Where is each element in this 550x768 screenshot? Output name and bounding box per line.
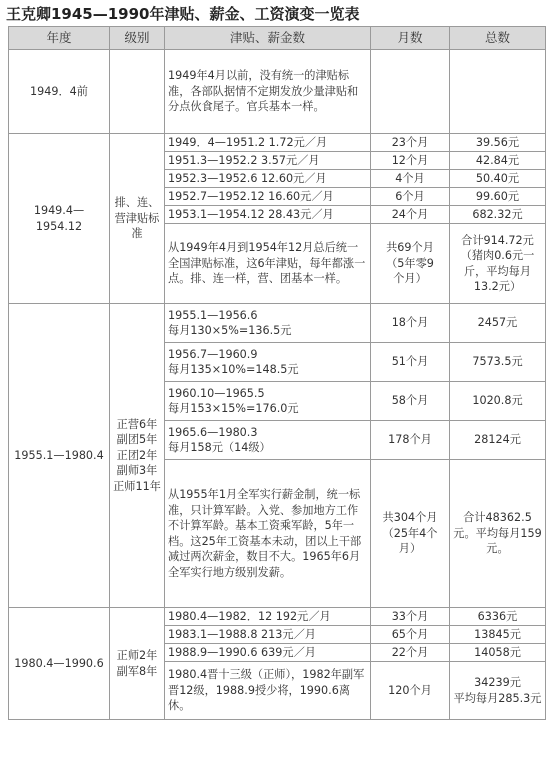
total-cell: 28124元 [450, 421, 546, 460]
total-cell [450, 662, 546, 720]
level-cell: 正营6年副团5年正团2年副师3年正师11年 [110, 304, 165, 608]
detail-cell: 1952.7—1952.12 16.60元／月 [165, 188, 371, 206]
total-cell: 7573.5元 [450, 343, 546, 382]
period-text: 1960.10—1965.5 [168, 386, 265, 400]
months-cell: 共69个月（5年零9个月） [371, 224, 450, 304]
months-cell: 24个月 [371, 206, 450, 224]
detail-cell [165, 421, 371, 460]
total-cell: 14058元 [450, 644, 546, 662]
months-cell: 4个月 [371, 170, 450, 188]
average-text: 平均每月285.3元 [453, 691, 542, 705]
period-text: 1955.1—1956.6 [168, 308, 258, 322]
header-amount: 津贴、薪金数 [165, 27, 371, 50]
months-cell: 178个月 [371, 421, 450, 460]
period-text: 1956.7—1960.9 [168, 347, 258, 361]
months-cell: 120个月 [371, 662, 450, 720]
amount-text: 每月135×10%=148.5元 [168, 363, 299, 376]
year-cell: 1980.4—1990.6 [9, 608, 110, 720]
detail-cell: 1949．4—1951.2 1.72元／月 [165, 134, 371, 152]
detail-cell [165, 343, 371, 382]
year-cell: 1955.1—1980.4 [9, 304, 110, 608]
amount-text: 每月153×15%=176.0元 [168, 402, 299, 415]
total-cell: 50.40元 [450, 170, 546, 188]
detail-cell [165, 304, 371, 343]
header-level: 级别 [110, 27, 165, 50]
header-year: 年度 [9, 27, 110, 50]
total-cell: 13845元 [450, 626, 546, 644]
months-cell: 12个月 [371, 152, 450, 170]
summary-cell: 1980.4晋十三级（正师），1982年副军晋12级，1988.9授少将，1990.6离休。 [165, 662, 371, 720]
total-cell: 合计48362.5元。平均每月159元。 [450, 460, 546, 608]
detail-cell: 1953.1—1954.12 28.43元／月 [165, 206, 371, 224]
months-cell [371, 50, 450, 134]
detail-cell: 1951.3—1952.2 3.57元／月 [165, 152, 371, 170]
total-cell: 42.84元 [450, 152, 546, 170]
detail-cell: 1988.9—1990.6 639元／月 [165, 644, 371, 662]
level-cell [110, 50, 165, 134]
page-title: 王克卿1945—1990年津贴、薪金、工资演变一览表 [6, 5, 360, 23]
table-row [9, 50, 546, 134]
header-months: 月数 [371, 27, 450, 50]
total-text: 34239元 [474, 676, 521, 689]
months-cell: 51个月 [371, 343, 450, 382]
total-cell: 合计914.72元（猪肉0.6元一斤，平均每月13.2元） [450, 224, 546, 304]
level-cell: 正师2年副军8年 [110, 608, 165, 720]
table-row [9, 304, 546, 343]
months-cell: 23个月 [371, 134, 450, 152]
header-total: 总数 [450, 27, 546, 50]
amount-text: 每月158元（14级） [168, 441, 271, 454]
year-cell: 1949.4—1954.12 [9, 134, 110, 304]
level-cell: 排、连、营津贴标准 [110, 134, 165, 304]
total-cell: 2457元 [450, 304, 546, 343]
year-cell: 1949．4前 [9, 50, 110, 134]
detail-cell [165, 382, 371, 421]
period-text: 1965.6—1980.3 [168, 425, 258, 439]
months-cell: 58个月 [371, 382, 450, 421]
total-cell: 99.60元 [450, 188, 546, 206]
salary-table [8, 26, 546, 720]
summary-cell: 从1949年4月到1954年12月总后统一全国津贴标准，这6年津贴，每年都涨一点。排、连一样，营、团基本一样。 [165, 224, 371, 304]
total-cell: 39.56元 [450, 134, 546, 152]
detail-cell: 1952.3—1952.6 12.60元／月 [165, 170, 371, 188]
total-cell: 1020.8元 [450, 382, 546, 421]
total-cell [450, 50, 546, 134]
detail-cell: 1980.4—1982．12 192元／月 [165, 608, 371, 626]
months-cell: 18个月 [371, 304, 450, 343]
months-cell: 33个月 [371, 608, 450, 626]
detail-cell: 1949年4月以前，没有统一的津贴标准，各部队据情不定期发放少量津贴和分点伙食尾子。官兵基本一样。 [165, 50, 371, 134]
months-cell: 22个月 [371, 644, 450, 662]
months-cell: 65个月 [371, 626, 450, 644]
table-row [9, 608, 546, 626]
total-cell: 682.32元 [450, 206, 546, 224]
months-cell: 6个月 [371, 188, 450, 206]
total-cell: 6336元 [450, 608, 546, 626]
amount-text: 每月130×5%=136.5元 [168, 324, 292, 337]
summary-cell: 从1955年1月全军实行薪金制，统一标准，只计算军龄。入党、参加地方工作不计算军龄。基本工资乘军龄，5年一档。这25年工资基本未动，团以上干部减过两次薪金，数目不大。1965年6月全军实行地方级别发薪。 [165, 460, 371, 608]
header-row [9, 27, 546, 50]
months-cell: 共304个月（25年4个月） [371, 460, 450, 608]
table-row [9, 134, 546, 152]
detail-cell: 1983.1—1988.8 213元／月 [165, 626, 371, 644]
